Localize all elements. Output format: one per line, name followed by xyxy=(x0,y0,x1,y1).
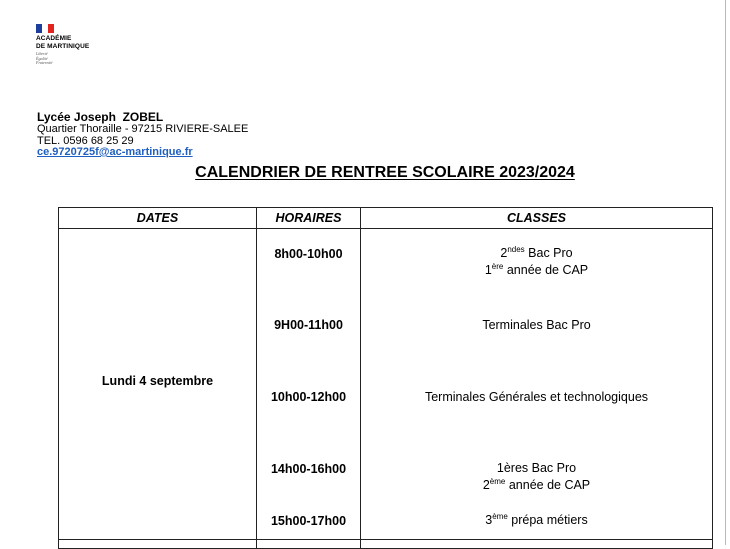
header-dates: DATES xyxy=(59,208,257,229)
table-row xyxy=(59,540,713,549)
academy-logo xyxy=(36,24,116,66)
schedule-table xyxy=(58,207,713,549)
academy-name-line2: DE MARTINIQUE xyxy=(36,42,90,50)
slot-hours: 8h00-10h00 xyxy=(274,247,343,261)
class-text: 3 xyxy=(485,513,493,527)
motto-egalite: Égalité xyxy=(36,55,48,61)
class-text: prépa métiers xyxy=(507,513,588,527)
class-text: Terminales Générales et technologiques xyxy=(424,390,649,404)
school-address: Quartier Thoraille - 97215 RIVIERE-SALEE xyxy=(37,123,249,135)
slot-class-line xyxy=(361,477,712,494)
document-title: CALENDRIER DE RENTREE SCOLAIRE 2023/2024 xyxy=(195,164,575,181)
class-text: année de CAP xyxy=(505,478,591,492)
class-superscript: ème xyxy=(489,477,506,486)
school-name: Lycée Joseph ZOBEL xyxy=(37,110,164,124)
slot-class-line xyxy=(361,262,712,279)
slot-hours: 15h00-17h00 xyxy=(270,514,347,528)
class-superscript: ndes xyxy=(507,245,525,254)
hours-column xyxy=(257,229,361,540)
slot-class-line xyxy=(361,245,712,262)
republic-motto xyxy=(36,52,116,66)
class-text: 2 xyxy=(482,478,490,492)
slot-class-line xyxy=(361,512,712,529)
class-text: 1ères Bac Pro xyxy=(496,461,577,475)
school-letterhead xyxy=(37,111,248,159)
page-right-edge xyxy=(725,0,726,545)
class-superscript: ère xyxy=(491,262,504,271)
header-hours: HORAIRES xyxy=(257,208,361,229)
slot-class-line xyxy=(361,389,712,406)
empty-cell xyxy=(257,540,361,549)
table-row xyxy=(59,229,713,540)
class-text: 2 xyxy=(500,246,508,260)
date-cell: Lundi 4 septembre xyxy=(59,229,257,540)
french-flag-icon xyxy=(36,24,54,33)
hours-stack xyxy=(257,229,360,539)
slot-hours: 14h00-16h00 xyxy=(270,462,347,476)
slot-class-line xyxy=(361,317,712,334)
empty-cell xyxy=(59,540,257,549)
class-text: année de CAP xyxy=(503,263,589,277)
classes-stack xyxy=(361,229,712,539)
slot-hours: 9H00-11h00 xyxy=(274,318,343,332)
flag-red-band xyxy=(48,24,54,33)
class-superscript: ème xyxy=(492,512,508,521)
class-text: Terminales Bac Pro xyxy=(482,318,591,332)
class-text: 1 xyxy=(484,263,492,277)
empty-cell xyxy=(361,540,713,549)
school-phone: TEL. 0596 68 25 29 xyxy=(37,134,134,147)
motto-fraternite: Fraternité xyxy=(36,60,53,66)
classes-column xyxy=(361,229,713,540)
class-text: Bac Pro xyxy=(524,246,573,260)
school-email-link[interactable]: ce.9720725f@ac-martinique.fr xyxy=(37,146,193,158)
slot-hours: 10h00-12h00 xyxy=(270,390,347,404)
academy-name xyxy=(36,35,116,50)
table-header-row xyxy=(59,208,713,229)
header-classes: CLASSES xyxy=(361,208,713,229)
motto-liberte: Liberté xyxy=(36,51,48,56)
slot-class-line xyxy=(361,460,712,477)
academy-name-line1: ACADÉMIE xyxy=(36,35,72,42)
